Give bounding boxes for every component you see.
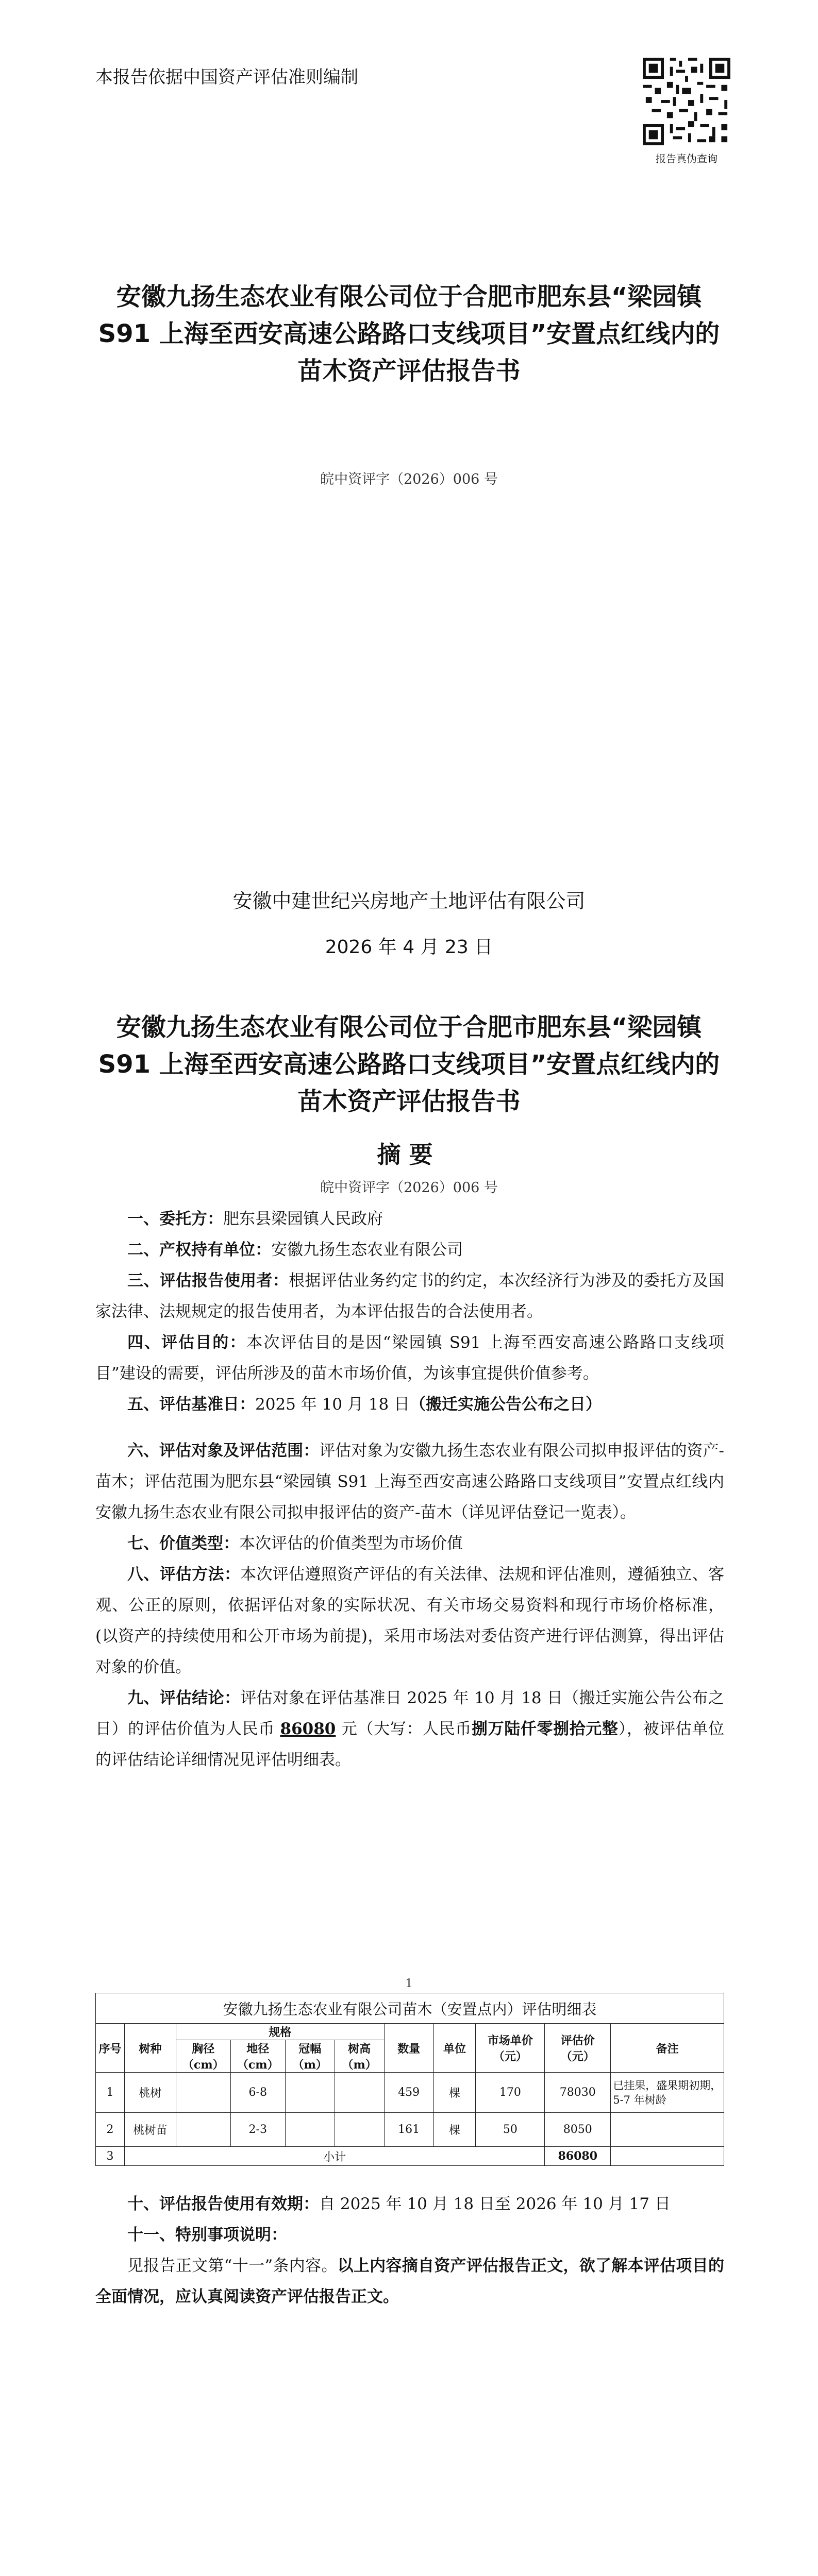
appraised-amount-chinese: 捌万陆仟零捌拾元整 <box>471 1720 619 1738</box>
header-value: 评估价（元） <box>545 2024 611 2073</box>
summary-title-line: 苗木资产评估报告书 <box>297 1087 521 1116</box>
cell-unit: 棵 <box>433 2073 476 2113</box>
item-users <box>95 1265 724 1327</box>
cell-price: 170 <box>476 2073 545 2113</box>
item-label: 九、评估结论： <box>127 1689 241 1707</box>
item-text: 自 2025 年 10 月 18 日至 2026 年 10 月 17 日 <box>319 2195 671 2213</box>
item-bold-text: （搬迁实施公告公布之日） <box>410 1395 602 1414</box>
item-owner <box>95 1234 724 1265</box>
item-client <box>95 1204 724 1234</box>
appraised-amount: 86080 <box>280 1720 336 1738</box>
summary-doc-number: 皖中资评字（2026）006 号 <box>320 1180 498 1196</box>
item-text: 肥东县梁园镇人民政府 <box>223 1210 383 1228</box>
item-text: 评估对象在评估基准日 2025 年 10 月 18 日（搬迁实施公告公布之日）的评估价值为人民币 <box>95 1689 724 1738</box>
cover-title <box>98 278 720 389</box>
item-label: 四、评估目的： <box>127 1333 247 1352</box>
cell-no: 2 <box>96 2113 125 2147</box>
item-text: 见报告正文第“十一”条内容。 <box>127 2257 338 2275</box>
header-crown: 冠幅（m） <box>285 2040 335 2073</box>
header-dbh: 胸径（cm） <box>176 2040 230 2073</box>
cell-remark: 已挂果，盛果期初期，5-7 年树龄 <box>611 2073 724 2113</box>
header-price: 市场单价（元） <box>476 2024 545 2073</box>
header-remark: 备注 <box>611 2024 724 2073</box>
summary-title-line: S91 上海至西安高速公路路口支线项目”安置点红线内的 <box>98 1050 720 1079</box>
item-text: 本次评估遵照资产评估的有关法律、法规和评估准则，遵循独立、客观、公正的原则，依据评估对象的实际状况、有关市场交易资料和现行市场价格标准，(以资产的持续使用和公开市场为前提)，采用市场法对委估资产进行评估测算，得出评估对象的价值。 <box>95 1565 724 1676</box>
cell-height <box>335 2073 384 2113</box>
item-text: 元（大写：人民币 <box>336 1720 472 1738</box>
report-date: 2026 年 4 月 23 日 <box>325 937 493 958</box>
item-text: 2025 年 10 月 18 日 <box>255 1395 410 1414</box>
appraisal-company: 安徽中建世纪兴房地产土地评估有限公司 <box>232 890 586 912</box>
item-label: 六、评估对象及评估范围： <box>127 1442 320 1460</box>
item-text: 安徽九扬生态农业有限公司 <box>271 1241 463 1259</box>
item-base-date <box>95 1389 724 1420</box>
item-bold-text: 以上内容摘自资产评估报告正文，欲了解本评估项目的全面情况，应认真阅读资产评估报告正文。 <box>95 2257 724 2306</box>
cell-price: 50 <box>476 2113 545 2147</box>
item-method <box>95 1559 724 1683</box>
item-label: 十一、特别事项说明： <box>127 2226 287 2244</box>
cell-remark <box>611 2147 724 2166</box>
item-text: 本次评估目的是因“梁园镇 S91 上海至西安高速公路路口支线项目”建设的需要，评估所涉及的苗木市场价值，为该事宜提供价值参考。 <box>95 1333 725 1383</box>
cell-qty: 161 <box>384 2113 433 2147</box>
summary-title-line: 安徽九扬生态农业有限公司位于合肥市肥东县“梁园镇 <box>116 1013 702 1042</box>
cell-dbh <box>176 2113 230 2147</box>
cell-no: 1 <box>96 2073 125 2113</box>
special-notes-text <box>95 2250 724 2312</box>
cover-title-line: S91 上海至西安高速公路路口支线项目”安置点红线内的 <box>98 319 720 348</box>
total-value: 86080 <box>545 2147 611 2166</box>
summary-title <box>98 1009 720 1120</box>
cell-height <box>335 2113 384 2147</box>
item-label: 八、评估方法： <box>127 1565 241 1584</box>
item-label: 二、产权持有单位： <box>127 1241 271 1259</box>
header-spec: 规格 <box>176 2024 384 2040</box>
cover-title-line: 安徽九扬生态农业有限公司位于合肥市肥东县“梁园镇 <box>116 282 702 311</box>
item-label: 三、评估报告使用者： <box>127 1272 289 1290</box>
header-species: 树种 <box>124 2024 176 2073</box>
table-row <box>96 2073 724 2113</box>
cell-species: 桃树 <box>124 2073 176 2113</box>
item-validity <box>95 2189 724 2219</box>
qr-code-icon[interactable] <box>643 58 730 145</box>
standard-note: 本报告依据中国资产评估准则编制 <box>95 67 358 88</box>
table-total-row <box>96 2147 724 2166</box>
qr-caption: 报告真伪查询 <box>656 152 717 165</box>
item-conclusion <box>95 1683 724 1775</box>
header-ground-diameter: 地径（cm） <box>230 2040 285 2073</box>
page-number: 1 <box>405 1977 413 1990</box>
item-text: 评估对象为安徽九扬生态农业有限公司拟申报评估的资产-苗木；评估范围为肥东县“梁园镇 S91 上海至西安高速公路路口支线项目”安置点红线内安徽九扬生态农业有限公司拟申报评估的资产-苗木（详见评估登记一览表）。 <box>95 1442 724 1522</box>
item-text: ），被评估单位的评估结论详细情况见评估明细表。 <box>95 1720 725 1769</box>
cell-no: 3 <box>96 2147 125 2166</box>
cell-dbh <box>176 2073 230 2113</box>
item-scope <box>95 1435 724 1528</box>
item-label: 七、价值类型： <box>127 1534 239 1553</box>
header-no: 序号 <box>96 2024 125 2073</box>
cell-crown <box>285 2113 335 2147</box>
item-label: 十、评估报告使用有效期： <box>127 2195 319 2213</box>
item-purpose <box>95 1327 724 1389</box>
total-label: 小计 <box>124 2147 544 2166</box>
cell-value: 8050 <box>545 2113 611 2147</box>
cell-species: 桃树苗 <box>124 2113 176 2147</box>
item-label: 一、委托方： <box>127 1210 223 1228</box>
header-qty: 数量 <box>384 2024 433 2073</box>
table-title: 安徽九扬生态农业有限公司苗木（安置点内）评估明细表 <box>96 1993 724 2024</box>
cell-qty: 459 <box>384 2073 433 2113</box>
cell-ground-diameter: 2-3 <box>230 2113 285 2147</box>
header-height: 树高（m） <box>335 2040 384 2073</box>
cover-title-line: 苗木资产评估报告书 <box>297 357 521 385</box>
summary-heading: 摘要 <box>377 1141 441 1168</box>
header-unit: 单位 <box>433 2024 476 2073</box>
cell-value: 78030 <box>545 2073 611 2113</box>
table-row <box>96 2113 724 2147</box>
item-special-notes <box>95 2219 724 2250</box>
item-text: 本次评估的价值类型为市场价值 <box>239 1534 463 1553</box>
item-value-type <box>95 1528 724 1559</box>
cell-remark <box>611 2113 724 2147</box>
appraisal-detail-table <box>95 1993 724 2166</box>
cover-doc-number: 皖中资评字（2026）006 号 <box>320 471 498 487</box>
cell-crown <box>285 2073 335 2113</box>
cell-ground-diameter: 6-8 <box>230 2073 285 2113</box>
item-label: 五、评估基准日： <box>127 1395 255 1414</box>
cell-unit: 棵 <box>433 2113 476 2147</box>
item-text: 根据评估业务约定书的约定，本次经济行为涉及的委托方及国家法律、法规规定的报告使用者，为本评估报告的合法使用者。 <box>95 1272 725 1321</box>
